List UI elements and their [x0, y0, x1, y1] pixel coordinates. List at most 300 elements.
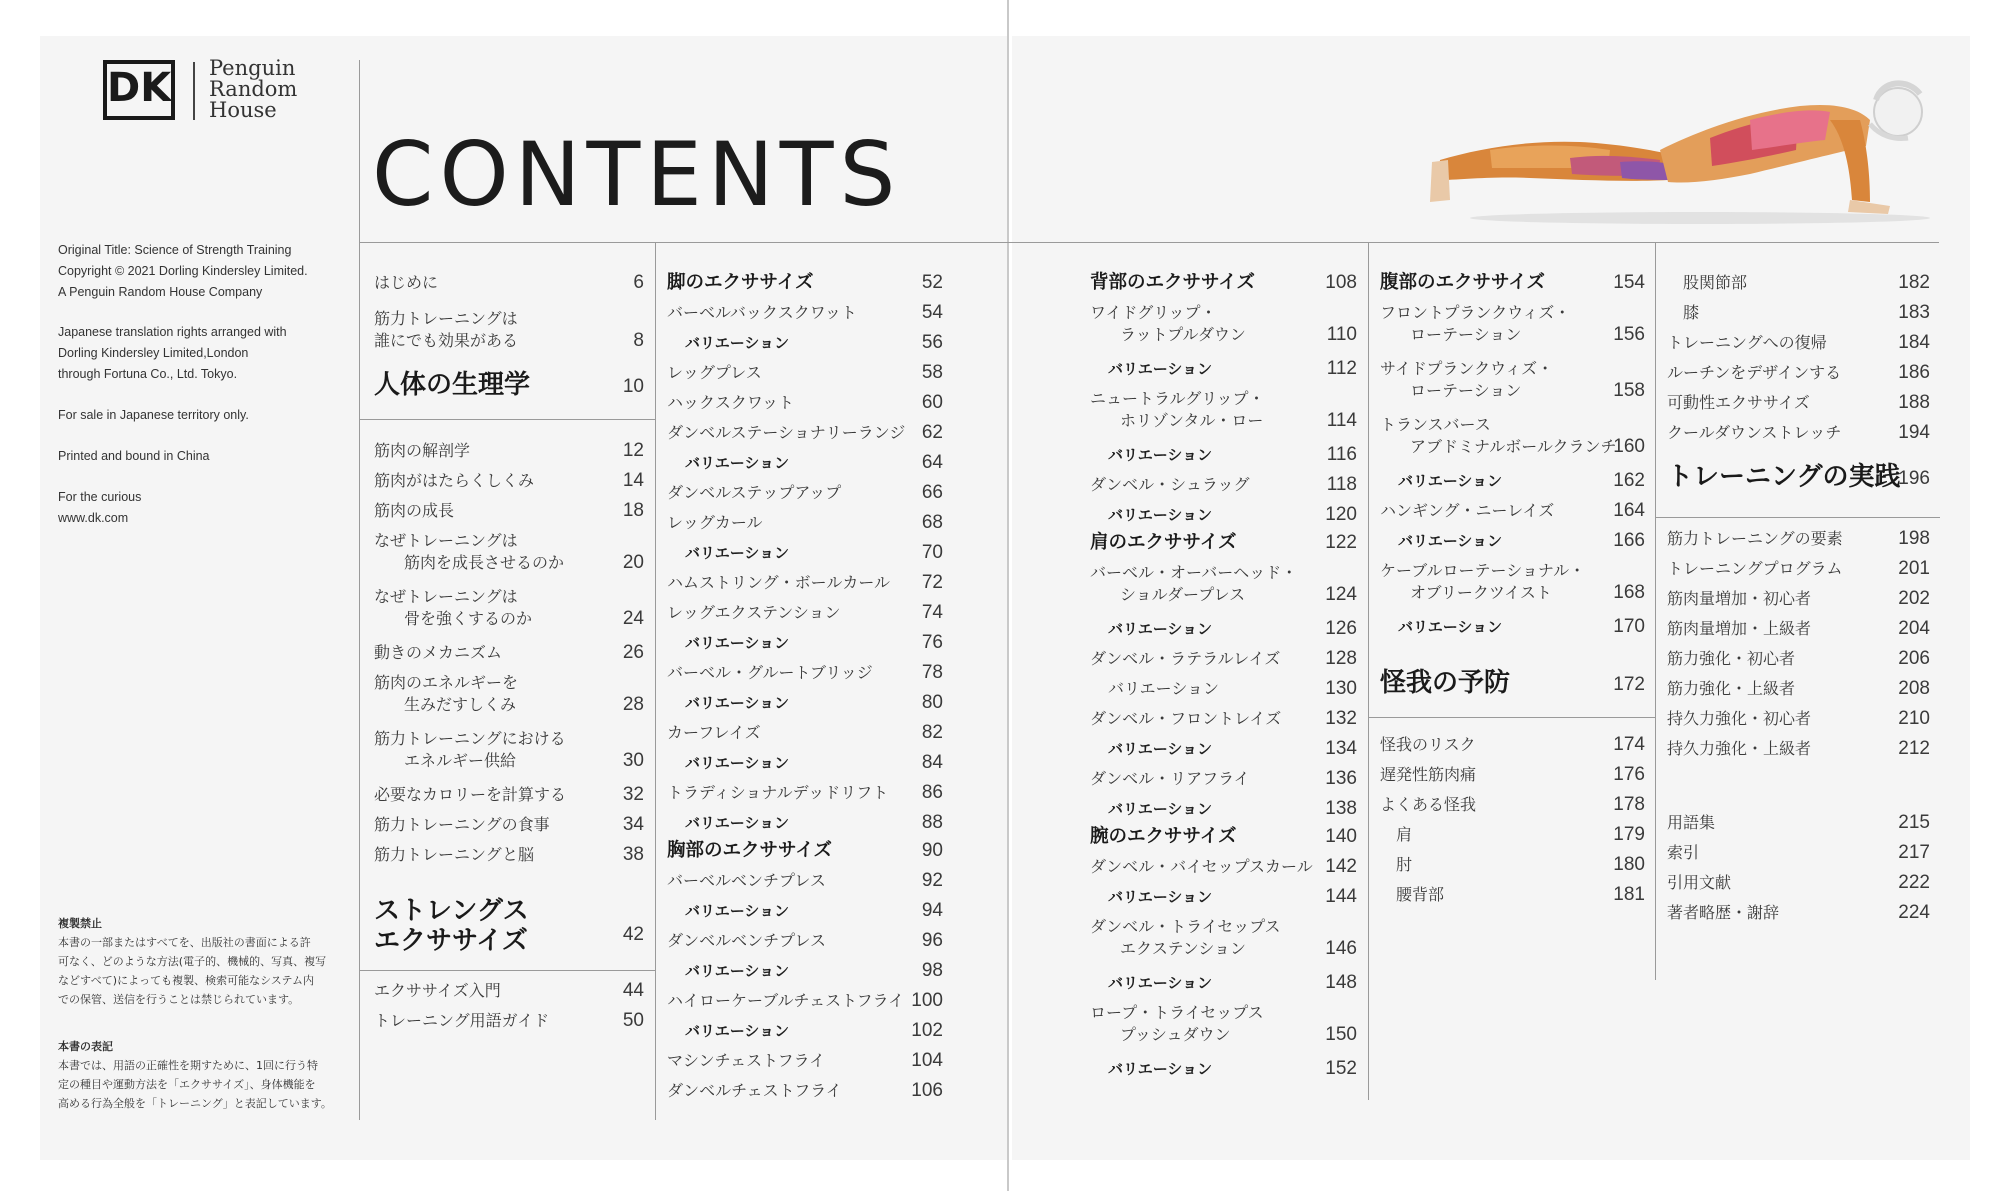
notice-heading: 複製禁止 — [58, 917, 102, 930]
toc-entry-title-line: バリエーション — [1398, 472, 1503, 490]
toc-entry-title-line: はじめに — [374, 273, 439, 292]
toc-entry-title — [1683, 272, 1747, 294]
toc-entry-title-line: クールダウンストレッチ — [1667, 423, 1842, 442]
toc-entry-title — [374, 530, 564, 574]
toc-page-number: 20 — [622, 552, 644, 573]
toc-entry-title — [374, 470, 534, 492]
toc-page-number: 142 — [1325, 856, 1357, 877]
toc-page-number: 184 — [1898, 332, 1930, 353]
toc-entry-title — [667, 422, 905, 444]
toc-page-number: 134 — [1325, 738, 1357, 759]
toc-entry-title — [667, 990, 904, 1012]
toc-entry-title — [1667, 528, 1843, 550]
toc-entry-title-line: ローテーション — [1410, 381, 1522, 400]
toc-entry-title — [1108, 1058, 1212, 1080]
toc-page-number: 132 — [1325, 708, 1357, 729]
section-rule — [1655, 517, 1940, 518]
toc-entry-title — [1108, 886, 1212, 908]
toc-entry-title — [1090, 302, 1246, 346]
toc-entry-title — [1667, 738, 1811, 760]
notice-line: 高める行為全般を「トレーニング」と表記しています。 — [58, 1097, 332, 1110]
toc-entry-title — [1380, 668, 1510, 698]
toc-entry-title-line: バーベル・グルートブリッジ — [667, 663, 873, 682]
toc-entry-title-line: ダンベル・バイセップスカール — [1090, 857, 1313, 876]
toc-entry-title-line: 怪我のリスク — [1380, 735, 1476, 754]
toc-page-number: 94 — [921, 900, 943, 921]
toc-entry-title-line: トレーニングプログラム — [1667, 559, 1843, 578]
toc-page-number: 152 — [1325, 1058, 1357, 1079]
toc-entry-title-line: 筋肉量増加・初心者 — [1667, 589, 1812, 608]
toc-entry-title-line: バーベルベンチプレス — [667, 871, 826, 890]
toc-entry-title-line: 筋力強化・初心者 — [1667, 649, 1796, 668]
toc-entry-title-line: 筋力トレーニングにおける — [374, 729, 566, 748]
toc-entry-title-line: 筋力トレーニングは — [374, 309, 518, 328]
notice-line: 可なく、どのような方法(電子的、機械的、写真、複写 — [58, 955, 327, 968]
toc-entry-title — [1108, 358, 1212, 380]
tagline: For the curious — [58, 490, 142, 504]
toc-page-number: 206 — [1898, 648, 1930, 669]
toc-entry-title — [667, 840, 832, 862]
toc-entry-title — [1667, 708, 1811, 730]
toc-page-number: 66 — [921, 482, 943, 503]
toc-entry-title — [1667, 902, 1779, 924]
toc-page-number: 80 — [921, 692, 943, 713]
toc-page-number: 96 — [921, 930, 943, 951]
section-rule — [1368, 717, 1655, 718]
toc-entry-title-line: 肩のエクササイズ — [1090, 532, 1237, 553]
toc-page-number: 144 — [1325, 886, 1357, 907]
toc-entry-title-line: バリエーション — [685, 334, 790, 352]
toc-page-number: 170 — [1613, 616, 1645, 637]
toc-page-number: 30 — [622, 750, 644, 771]
notice-heading: 本書の表記 — [58, 1040, 113, 1053]
toc-page-number: 148 — [1325, 972, 1357, 993]
toc-entry-title — [374, 814, 550, 836]
toc-entry-title — [1396, 884, 1444, 906]
toc-entry-title-line: なぜトレーニングは — [374, 531, 518, 550]
toc-page-number: 34 — [622, 814, 644, 835]
territory-note — [58, 405, 348, 426]
toc-page-number: 130 — [1325, 678, 1357, 699]
toc-page-number: 162 — [1613, 470, 1645, 491]
toc-entry-title-line: 筋力トレーニングの食事 — [374, 815, 550, 834]
toc-entry-title-line: エクササイズ入門 — [374, 981, 501, 1000]
toc-entry-title — [667, 602, 841, 624]
toc-entry-title — [1667, 392, 1810, 414]
toc-entry-title-line: バリエーション — [685, 754, 790, 772]
toc-entry-title — [667, 1050, 825, 1072]
toc-entry-title-line: ダンベル・トライセップス — [1090, 917, 1281, 936]
toc-page-number: 90 — [921, 840, 943, 861]
toc-entry-title — [374, 980, 501, 1002]
toc-page-number: 56 — [921, 332, 943, 353]
toc-page-number: 38 — [622, 844, 644, 865]
toc-entry-title — [1090, 648, 1280, 670]
copyright-line: A Penguin Random House Company — [58, 285, 263, 299]
toc-page-number: 154 — [1613, 272, 1645, 293]
reproduction-notice — [58, 914, 348, 1009]
toc-page-number: 114 — [1326, 410, 1357, 431]
toc-entry-title — [685, 812, 789, 834]
toc-entry-title-line: 股関節部 — [1683, 273, 1748, 292]
toc-entry-title-line: レッグプレス — [667, 363, 762, 382]
toc-entry-title — [374, 728, 566, 772]
toc-page-number: 18 — [622, 500, 644, 521]
toc-page-number: 8 — [633, 330, 644, 351]
toc-entry-title-line: ワイドグリップ・ — [1090, 303, 1217, 322]
toc-page-number: 98 — [921, 960, 943, 981]
toc-entry-title-line: 肘 — [1396, 855, 1413, 874]
toc-entry-title — [685, 452, 789, 474]
toc-entry-title — [667, 482, 841, 504]
toc-entry-title — [1667, 812, 1715, 834]
toc-entry-title-line: バリエーション — [685, 544, 790, 562]
toc-entry-title — [1090, 826, 1237, 848]
toc-entry-title-line: 怪我の予防 — [1380, 668, 1511, 698]
toc-page-number: 212 — [1898, 738, 1930, 759]
toc-entry-title — [1398, 616, 1502, 638]
printed-note — [58, 446, 348, 467]
toc-entry-title-line: バリエーション — [1108, 888, 1213, 906]
toc-entry-title-line: ダンベルベンチプレス — [667, 931, 827, 950]
toc-entry-title — [1380, 560, 1585, 604]
toc-entry-title-line: 人体の生理学 — [374, 370, 531, 400]
toc-page-number: 84 — [921, 752, 943, 773]
toc-entry-title-line: カーフレイズ — [667, 723, 761, 742]
toc-entry-title-line: バリエーション — [685, 902, 790, 920]
toc-entry-title — [1380, 414, 1617, 458]
notice-line: 本書では、用語の正確性を期すために、1回に行う特 — [58, 1059, 318, 1072]
toc-entry-title — [1396, 824, 1412, 846]
toc-entry-title — [1108, 618, 1212, 640]
column-rule — [359, 60, 360, 1120]
toc-entry-title — [1683, 302, 1699, 324]
translation-rights-block — [58, 322, 348, 385]
toc-entry-title-line: バリエーション — [1108, 1060, 1213, 1078]
toc-page-number: 26 — [622, 642, 644, 663]
toc-entry-title-line: バリエーション — [1108, 506, 1213, 524]
toc-entry-title-line: 筋肉を成長させるのか — [404, 553, 565, 572]
toc-entry-title — [1398, 530, 1502, 552]
toc-entry-title — [1090, 272, 1255, 294]
toc-page-number: 168 — [1613, 582, 1645, 603]
toc-page-number: 6 — [633, 272, 644, 293]
toc-page-number: 100 — [911, 990, 943, 1011]
toc-entry-title-line: トレーニングの実践 — [1667, 462, 1901, 492]
toc-page-number: 58 — [921, 362, 943, 383]
toc-page-number: 186 — [1898, 362, 1930, 383]
section-rule — [359, 419, 655, 420]
toc-page-number: 194 — [1898, 422, 1930, 443]
toc-entry-title — [685, 960, 789, 982]
toc-entry-title — [667, 272, 814, 294]
toc-page-number: 120 — [1325, 504, 1357, 525]
toc-entry-title-line: 可動性エクササイズ — [1667, 393, 1810, 412]
toc-entry-title-line: ダンベルチェストフライ — [667, 1081, 842, 1100]
toc-page-number: 12 — [622, 440, 644, 461]
toc-entry-title-line: バリエーション — [685, 1022, 790, 1040]
toc-entry-title — [1667, 872, 1731, 894]
toc-entry-title-line: ルーチンをデザインする — [1667, 363, 1842, 382]
toc-page-number: 215 — [1898, 812, 1930, 833]
toc-entry-title — [374, 500, 454, 522]
toc-page-number: 92 — [921, 870, 943, 891]
toc-entry-title-line: 膝 — [1683, 303, 1700, 322]
notice-line: 定の種目や運動方法を「エクササイズ」、身体機能を — [58, 1078, 316, 1091]
toc-page-number: 138 — [1325, 798, 1357, 819]
toc-entry-title-line: バリエーション — [685, 962, 790, 980]
logo-line: House — [209, 98, 277, 122]
toc-page-number: 106 — [911, 1080, 943, 1101]
toc-entry-title-line: 持久力強化・上級者 — [1667, 739, 1812, 758]
toc-page-number: 178 — [1613, 794, 1645, 815]
toc-entry-title-line: トランスバース — [1380, 415, 1491, 434]
toc-page-number: 50 — [622, 1010, 644, 1031]
toc-page-number: 14 — [622, 470, 644, 491]
toc-page-number: 222 — [1898, 872, 1930, 893]
column-rule — [1368, 242, 1369, 1100]
notation-notice — [58, 1037, 348, 1113]
toc-page-number: 102 — [911, 1020, 943, 1041]
toc-page-number: 182 — [1898, 272, 1930, 293]
copyright-block — [58, 240, 348, 303]
toc-entry-title — [1667, 558, 1843, 580]
toc-page-number: 116 — [1326, 444, 1357, 465]
toc-entry-title-line: 用語集 — [1667, 813, 1716, 832]
toc-entry-title — [374, 672, 518, 716]
toc-page-number: 110 — [1326, 324, 1357, 345]
toc-entry-title-line: レッグエクステンション — [667, 603, 841, 622]
toc-entry-title — [374, 370, 530, 400]
toc-entry-title-line: 筋力トレーニングの要素 — [1667, 529, 1843, 548]
website-url: www.dk.com — [58, 511, 129, 525]
toc-entry-title-line: アブドミナルボールクランチ — [1410, 437, 1617, 456]
toc-entry-title-line: 生みだすしくみ — [404, 695, 517, 714]
toc-page-number: 202 — [1898, 588, 1930, 609]
toc-entry-title-line: ダンベルステップアップ — [667, 483, 842, 502]
toc-page-number: 76 — [921, 632, 943, 653]
header-rule — [359, 242, 1939, 243]
toc-entry-title — [1667, 422, 1841, 444]
toc-entry-title-line: 腰背部 — [1396, 885, 1445, 904]
toc-entry-title-line: オブリークツイスト — [1410, 583, 1552, 602]
toc-entry-title-line: ハイローケーブルチェストフライ — [667, 991, 905, 1010]
toc-entry-title-line: マシンチェストフライ — [667, 1051, 826, 1070]
toc-entry-title — [685, 692, 789, 714]
toc-entry-title — [1667, 842, 1699, 864]
toc-entry-title-line: バリエーション — [1108, 620, 1213, 638]
toc-entry-title-line: ハックスクワット — [667, 393, 795, 412]
toc-page-number: 122 — [1325, 532, 1357, 553]
toc-page-number: 180 — [1613, 854, 1645, 875]
toc-page-number: 42 — [622, 924, 644, 945]
toc-entry-title — [685, 332, 789, 354]
toc-entry-title-line: 筋肉の成長 — [374, 501, 455, 520]
toc-page-number: 164 — [1613, 500, 1645, 521]
toc-entry-title — [667, 1080, 842, 1102]
toc-page-number: 64 — [921, 452, 943, 473]
toc-entry-title — [685, 752, 789, 774]
toc-page-number: 112 — [1326, 358, 1357, 379]
toc-entry-title — [1667, 618, 1811, 640]
toc-entry-title — [685, 632, 789, 654]
toc-entry-title — [1667, 678, 1795, 700]
toc-entry-title — [1090, 474, 1250, 496]
toc-entry-title — [667, 662, 873, 684]
toc-entry-title-line: バーベルバックスクワット — [667, 303, 857, 322]
toc-entry-title — [374, 586, 532, 630]
toc-entry-title — [667, 930, 826, 952]
toc-entry-title — [1108, 444, 1212, 466]
toc-entry-title — [1090, 708, 1281, 730]
toc-entry-title — [667, 392, 794, 414]
section-rule — [359, 970, 655, 971]
toc-entry-title-line: ホリゾンタル・ロー — [1120, 411, 1264, 430]
toc-entry-title — [374, 272, 438, 294]
toc-entry-title-line: バリエーション — [1108, 740, 1213, 758]
toc-entry-title — [685, 900, 789, 922]
notice-line: などすべて)によっても複製、検索可能なシステム内 — [58, 974, 314, 987]
toc-page-number: 82 — [921, 722, 943, 743]
toc-entry-title-line: 肩 — [1396, 825, 1413, 844]
toc-entry-title-line: 筋肉がはたらくしくみ — [374, 471, 535, 490]
toc-entry-title-line: エクササイズ — [374, 926, 528, 956]
column-rule — [655, 242, 656, 1120]
toc-page-number: 158 — [1613, 380, 1645, 401]
toc-page-number: 196 — [1898, 468, 1930, 489]
toc-entry-title-line: バリエーション — [1108, 679, 1220, 698]
toc-entry-title-line: エクステンション — [1120, 939, 1247, 958]
toc-page-number: 176 — [1613, 764, 1645, 785]
toc-entry-title-line: ハンギング・ニーレイズ — [1380, 501, 1555, 520]
toc-page-number: 160 — [1613, 436, 1645, 457]
toc-entry-title — [1667, 332, 1827, 354]
toc-entry-title-line: 脚のエクササイズ — [667, 272, 814, 293]
toc-entry-title-line: よくある怪我 — [1380, 795, 1477, 814]
toc-entry-title-line: 索引 — [1667, 843, 1700, 862]
toc-page-number: 224 — [1898, 902, 1930, 923]
toc-entry-title — [374, 896, 529, 956]
toc-entry-title-line: 引用文献 — [1667, 873, 1732, 892]
toc-entry-title-line: ダンベル・ラテラルレイズ — [1090, 649, 1281, 668]
toc-page-number: 62 — [921, 422, 943, 443]
toc-entry-title — [374, 440, 470, 462]
toc-entry-title — [1090, 916, 1281, 960]
toc-entry-title — [1090, 532, 1237, 554]
toc-entry-title — [667, 512, 763, 534]
toc-page-number: 52 — [921, 272, 943, 293]
logo-divider — [193, 62, 195, 120]
toc-page-number: 108 — [1325, 272, 1357, 293]
toc-entry-title — [374, 1010, 549, 1032]
rights-line: through Fortuna Co., Ltd. Tokyo. — [58, 367, 238, 381]
toc-entry-title-line: ダンベル・フロントレイズ — [1090, 709, 1282, 728]
toc-entry-title-line: バリエーション — [1398, 532, 1503, 550]
toc-entry-title — [667, 572, 890, 594]
toc-entry-title — [667, 722, 761, 744]
toc-entry-title — [1396, 854, 1412, 876]
copyright-line: Original Title: Science of Strength Training — [58, 243, 292, 257]
publisher-logo — [103, 56, 323, 126]
toc-entry-title-line: ロープ・トライセップス — [1090, 1003, 1264, 1022]
toc-entry-title-line: バーベル・オーバーヘッド・ — [1090, 563, 1298, 582]
website-note — [58, 487, 348, 529]
toc-entry-title — [685, 1020, 789, 1042]
toc-entry-title-line: ハムストリング・ボールカール — [667, 573, 891, 592]
toc-page-number: 86 — [921, 782, 943, 803]
toc-page-number: 54 — [921, 302, 943, 323]
toc-entry-title-line: ストレングス — [374, 896, 529, 926]
toc-page-number: 150 — [1325, 1024, 1357, 1045]
toc-entry-title — [1380, 794, 1476, 816]
toc-entry-title — [667, 782, 888, 804]
toc-entry-title — [1108, 504, 1212, 526]
toc-entry-title — [1090, 856, 1313, 878]
toc-entry-title-line: バリエーション — [1108, 446, 1213, 464]
toc-page-number: 174 — [1613, 734, 1645, 755]
toc-page-number: 201 — [1898, 558, 1930, 579]
toc-page-number: 146 — [1325, 938, 1357, 959]
toc-entry-title-line: 持久力強化・初心者 — [1667, 709, 1812, 728]
toc-entry-title-line: 筋肉の解剖学 — [374, 441, 471, 460]
toc-page-number: 44 — [622, 980, 644, 1001]
toc-page-number: 60 — [921, 392, 943, 413]
toc-page-number: 88 — [921, 812, 943, 833]
toc-page-number: 166 — [1613, 530, 1645, 551]
toc-entry-title — [1108, 678, 1219, 700]
toc-entry-title — [1380, 734, 1476, 756]
toc-entry-title-line: プッシュダウン — [1120, 1025, 1231, 1044]
toc-entry-title-line: トレーニングへの復帰 — [1667, 333, 1827, 352]
toc-page-number: 68 — [921, 512, 943, 533]
toc-page-number: 72 — [921, 572, 943, 593]
toc-entry-title-line: バリエーション — [685, 694, 790, 712]
toc-entry-title-line: サイドプランクウィズ・ — [1380, 359, 1554, 378]
toc-entry-title — [1667, 362, 1841, 384]
toc-page-number: 156 — [1613, 324, 1645, 345]
toc-page-number: 183 — [1898, 302, 1930, 323]
toc-entry-title — [1380, 358, 1553, 402]
toc-entry-title — [667, 302, 857, 324]
toc-entry-title — [1090, 388, 1265, 432]
toc-page-number: 208 — [1898, 678, 1930, 699]
logo-line: Penguin — [209, 56, 296, 80]
toc-entry-title — [1108, 798, 1212, 820]
toc-entry-title-line: バリエーション — [1108, 800, 1213, 818]
rights-line: Dorling Kindersley Limited,London — [58, 346, 249, 360]
toc-entry-title — [1090, 768, 1250, 790]
toc-entry-title — [1380, 302, 1570, 346]
toc-page-number: 28 — [622, 694, 644, 715]
toc-entry-title — [1090, 1002, 1264, 1046]
toc-page-number: 181 — [1613, 884, 1645, 905]
toc-page-number: 217 — [1898, 842, 1930, 863]
toc-entry-title — [374, 308, 518, 352]
toc-entry-title — [1667, 462, 1900, 492]
toc-entry-title-line: 背部のエクササイズ — [1090, 272, 1256, 293]
toc-entry-title-line: バリエーション — [1108, 974, 1213, 992]
toc-page-number: 74 — [921, 602, 943, 623]
toc-entry-title-line: バリエーション — [685, 454, 790, 472]
toc-entry-title — [374, 642, 502, 664]
toc-entry-title — [1090, 562, 1297, 606]
toc-entry-title-line: 必要なカロリーを計算する — [374, 785, 567, 804]
toc-entry-title-line: なぜトレーニングは — [374, 587, 518, 606]
toc-entry-title — [374, 844, 534, 866]
toc-page-number: 126 — [1325, 618, 1357, 639]
toc-entry-title-line: 遅発性筋肉痛 — [1380, 765, 1477, 784]
toc-page-number: 124 — [1325, 584, 1357, 605]
